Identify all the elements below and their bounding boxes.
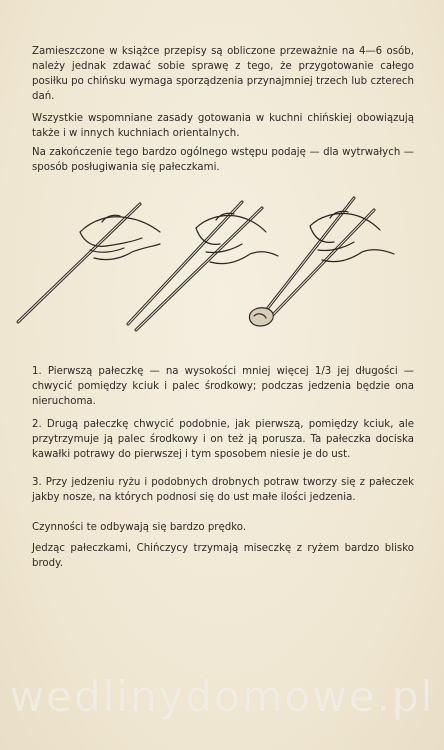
paragraph-chopsticks-intro: Na zakończenie tego bardzo ogólnego wstępu podaję — dla wytrwałych — sposób posługiwania się pałeczkami. xyxy=(32,147,414,173)
paragraph-oriental: Wszystkie wspomniane zasady gotowania w kuchni chińskiej obowiązują także i w innych kuchniach orientalnych. xyxy=(32,113,414,139)
paragraph-speed: Czynności te odbywają się bardzo prędko. xyxy=(32,522,247,533)
hand-one-chopstick-icon xyxy=(18,204,160,322)
step-one: 1. Pierwszą pałeczkę — na wysokości mniej więcej 1/3 jej długości — chwycić pomiędzy kciuk i palec środkowy; podczas jedzenia będzie ona nieruchoma. xyxy=(32,366,414,407)
hand-three-chopsticks-icon xyxy=(249,198,394,326)
step-three: 3. Przy jedzeniu ryżu i podobnych drobnych potraw tworzy się z pałeczek jakby nosze, na których podnosi się do ust małe ilości jedzenia. xyxy=(32,477,414,503)
watermark: wedlinydomowe.pl xyxy=(9,672,435,721)
paragraph-intro: Zamieszczone w książce przepisy są obliczone przeważnie na 4—6 osób, należy jednak zdawać sobie sprawę z tego, że przygotowanie całego posiłku po chińsku wymaga sporządzenia przynajmniej trzech lub czterech dań. xyxy=(32,46,414,102)
step-two: 2. Drugą pałeczkę chwycić podobnie, jak pierwszą, pomiędzy kciuk, ale przytrzymuje ją palec środkowy i on też ją porusza. Ta pałeczka dociska kawałki potrawy do pierwszej i tym sposobem niesie je do ust. xyxy=(32,419,414,460)
paragraph-bowl: Jedząc pałeczkami, Chińczycy trzymają miseczkę z ryżem bardzo blisko brody. xyxy=(32,543,414,569)
chopsticks-illustration xyxy=(10,192,434,342)
